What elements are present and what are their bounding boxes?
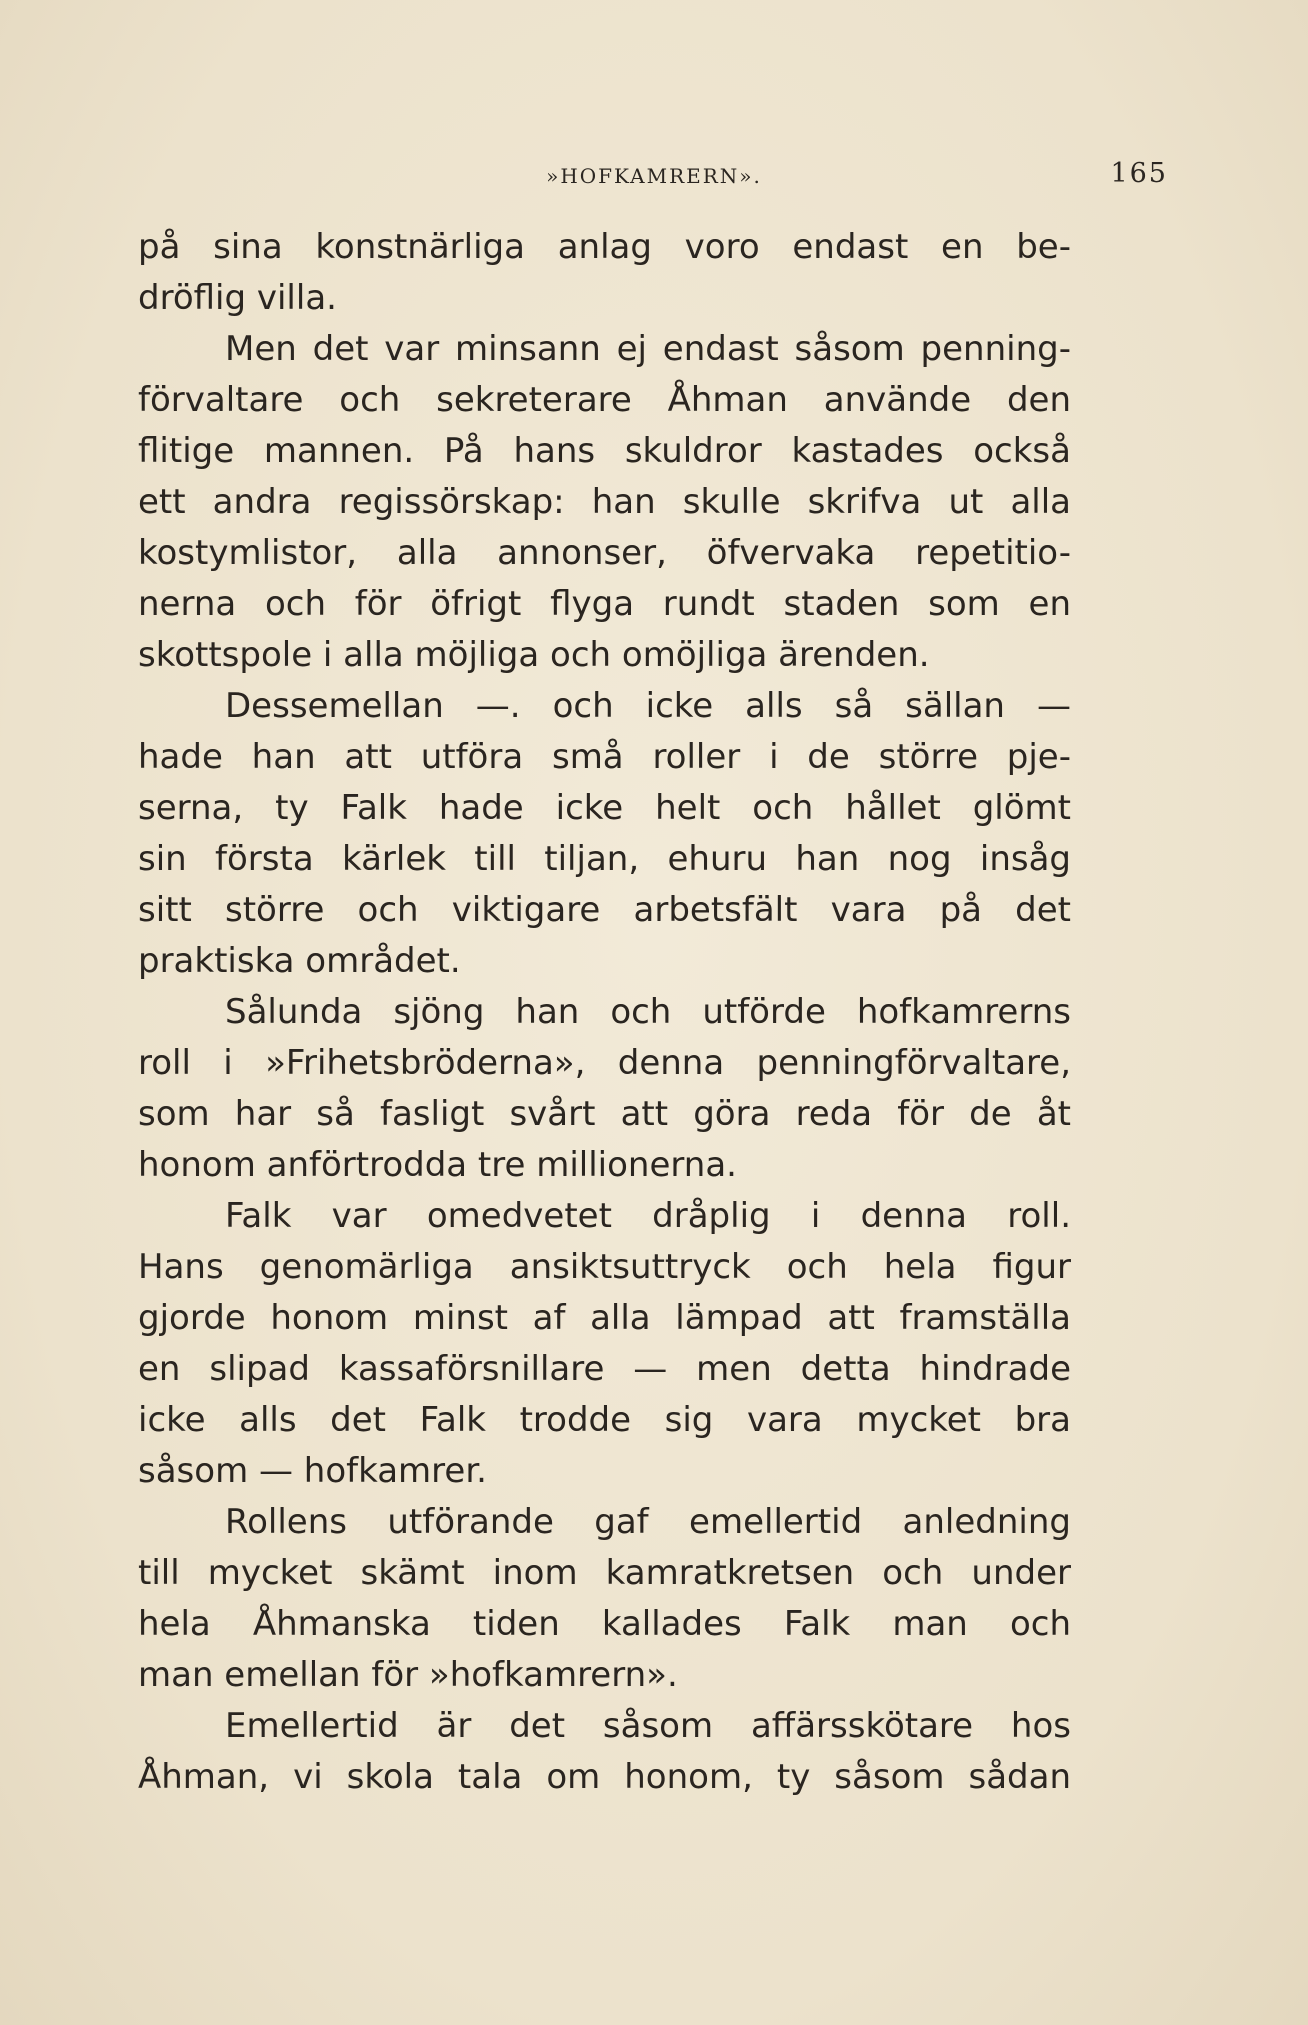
text-line: sitt större och viktigare arbetsfält vara på det [138, 890, 1071, 930]
text-line: Åhman, vi skola tala om honom, ty såsom sådan [138, 1757, 1071, 1797]
text-line: som har så fasligt svårt att göra reda för de åt [138, 1094, 1071, 1134]
text-line: icke alls det Falk trodde sig vara mycket bra [138, 1400, 1071, 1440]
text-line: Sålunda sjöng han och utförde hofkamrerns [225, 992, 1071, 1032]
text-line: honom anförtrodda tre millionerna. [138, 1145, 737, 1185]
text-line: Rollens utförande gaf emellertid anledning [225, 1502, 1071, 1542]
text-line: förvaltare och sekreterare Åhman använde den [138, 380, 1071, 420]
text-line: Hans genomärliga ansiktsuttryck och hela figur [138, 1247, 1071, 1287]
text-line: en slipad kassaförsnillare — men detta hindrade [138, 1349, 1071, 1389]
running-title: »HOFKAMRERN». [546, 164, 762, 188]
text-line: kostymlistor, alla annonser, öfvervaka repetitio- [138, 533, 1071, 573]
text-line: Dessemellan —. och icke alls så sällan — [225, 686, 1071, 726]
text-line: på sina konstnärliga anlag voro endast en be- [138, 227, 1071, 267]
text-line: roll i »Frihetsbröderna», denna penningförvaltare, [138, 1043, 1071, 1083]
text-line: dröflig villa. [138, 278, 337, 318]
page-header [140, 158, 1168, 198]
text-line: nerna och för öfrigt flyga rundt staden som en [138, 584, 1071, 624]
text-line: hela Åhmanska tiden kallades Falk man och [138, 1604, 1071, 1644]
text-line: hade han att utföra små roller i de större pje- [138, 737, 1071, 777]
text-line: flitige mannen. På hans skuldror kastades också [138, 431, 1071, 471]
body-text [138, 222, 1071, 1803]
text-line: Emellertid är det såsom affärsskötare hos [225, 1706, 1071, 1746]
text-line: till mycket skämt inom kamratkretsen och under [138, 1553, 1071, 1593]
text-line: såsom — hofkamrer. [138, 1451, 487, 1491]
text-line: praktiska området. [138, 941, 461, 981]
text-line: man emellan för »hofkamrern». [138, 1655, 678, 1695]
text-line: skottspole i alla möjliga och omöjliga ärenden. [138, 635, 930, 675]
text-line: sin första kärlek till tiljan, ehuru han nog insåg [138, 839, 1071, 879]
text-line: serna, ty Falk hade icke helt och hållet glömt [138, 788, 1071, 828]
text-line: ett andra regissörskap: han skulle skrifva ut alla [138, 482, 1071, 522]
text-line: gjorde honom minst af alla lämpad att framställa [138, 1298, 1071, 1338]
text-line: Men det var minsann ej endast såsom penning- [225, 329, 1071, 369]
text-line: Falk var omedvetet dråplig i denna roll. [225, 1196, 1071, 1236]
page-number: 165 [1110, 158, 1168, 189]
